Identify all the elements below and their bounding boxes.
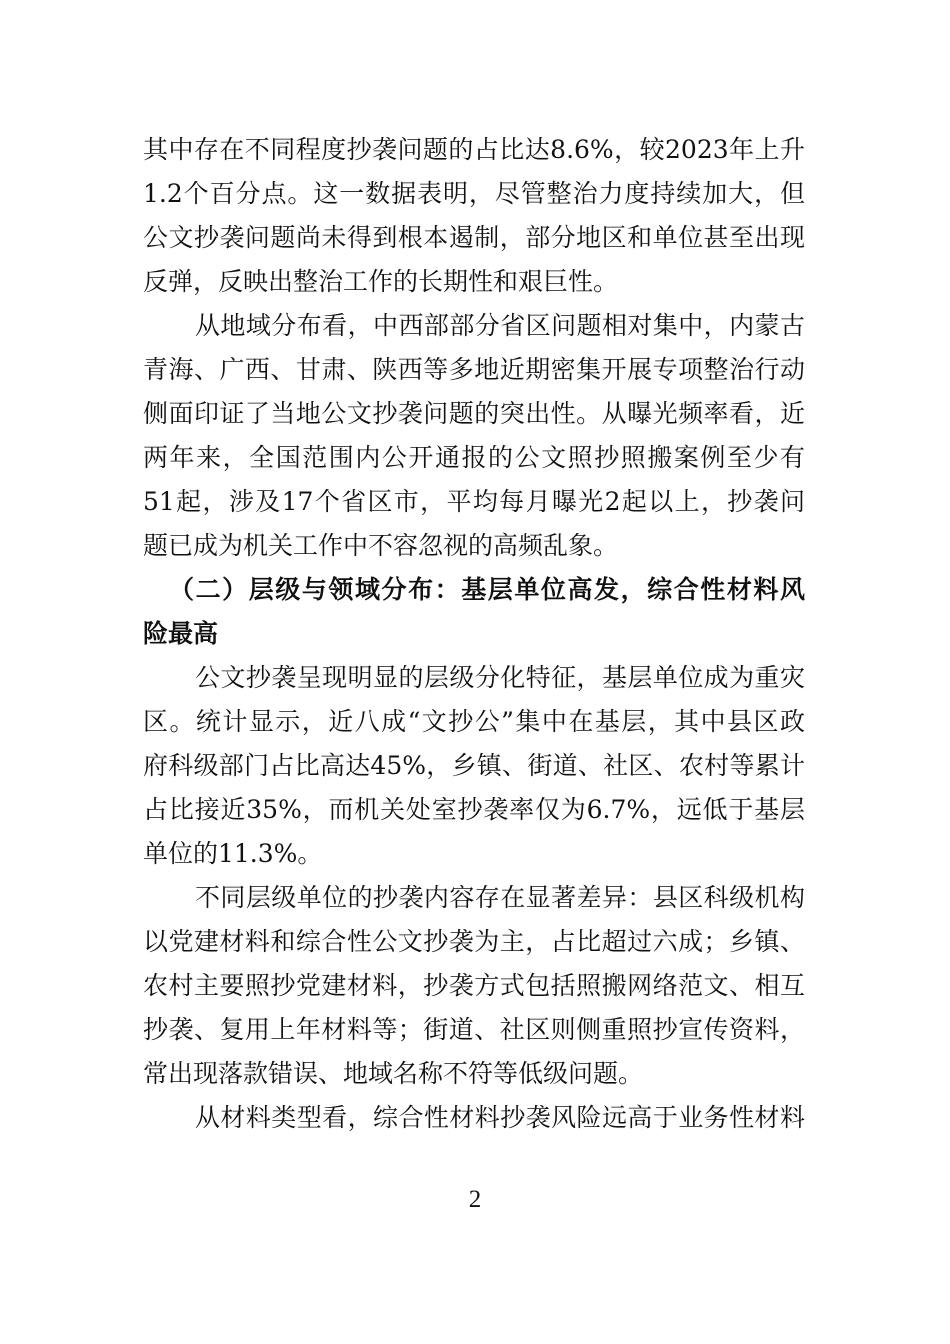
text-line: 公文抄袭问题尚未得到根本遏制，部分地区和单位甚至出现 <box>143 223 805 252</box>
text-line: 区。统计显示，近八成“文抄公”集中在基层，其中县区政 <box>143 707 805 736</box>
document-body <box>143 128 805 1140</box>
section-heading <box>143 568 805 656</box>
text-line: 两年来，全国范围内公开通报的公文照抄照搬案例至少有 <box>143 443 805 472</box>
paragraph <box>143 1096 805 1140</box>
text-line: 府科级部门占比高达45%，乡镇、街道、社区、农村等累计 <box>143 751 805 780</box>
paragraph <box>143 656 805 876</box>
text-line: 农村主要照抄党建材料，抄袭方式包括照搬网络范文、相互 <box>143 971 805 1000</box>
heading-line: （二）层级与领域分布：基层单位高发，综合性材料风 <box>169 575 805 604</box>
heading-line: 险最高 <box>143 619 219 648</box>
text-line: 青海、广西、甘肃、陕西等多地近期密集开展专项整治行动 <box>143 355 805 384</box>
text-line: 常出现落款错误、地域名称不符等低级问题。 <box>143 1059 644 1088</box>
text-line: 不同层级单位的抄袭内容存在显著差异：县区科级机构 <box>195 883 805 912</box>
text-line: 从地域分布看，中西部部分省区问题相对集中，内蒙古 <box>195 311 805 340</box>
text-line: 反弹，反映出整治工作的长期性和艰巨性。 <box>143 267 619 296</box>
text-line: 其中存在不同程度抄袭问题的占比达8.6%，较2023年上升 <box>143 135 805 164</box>
text-line: 公文抄袭呈现明显的层级分化特征，基层单位成为重灾 <box>195 663 805 692</box>
text-line: 侧面印证了当地公文抄袭问题的突出性。从曝光频率看，近 <box>143 399 805 428</box>
text-line: 占比接近35%，而机关处室抄袭率仅为6.7%，远低于基层 <box>143 795 805 824</box>
paragraph <box>143 876 805 1096</box>
text-line: 1.2个百分点。这一数据表明，尽管整治力度持续加大，但 <box>143 179 805 208</box>
text-line: 抄袭、复用上年材料等；街道、社区则侧重照抄宣传资料， <box>143 1015 805 1044</box>
page-number: 2 <box>468 1186 482 1213</box>
text-line: 51起，涉及17个省区市，平均每月曝光2起以上，抄袭问 <box>143 487 805 516</box>
text-line: 单位的11.3%。 <box>143 839 323 868</box>
text-line: 从材料类型看，综合性材料抄袭风险远高于业务性材料 <box>195 1103 805 1132</box>
paragraph <box>143 304 805 568</box>
text-line: 以党建材料和综合性公文抄袭为主，占比超过六成；乡镇、 <box>143 927 805 956</box>
text-line: 题已成为机关工作中不容忽视的高频乱象。 <box>143 531 619 560</box>
paragraph <box>143 128 805 304</box>
